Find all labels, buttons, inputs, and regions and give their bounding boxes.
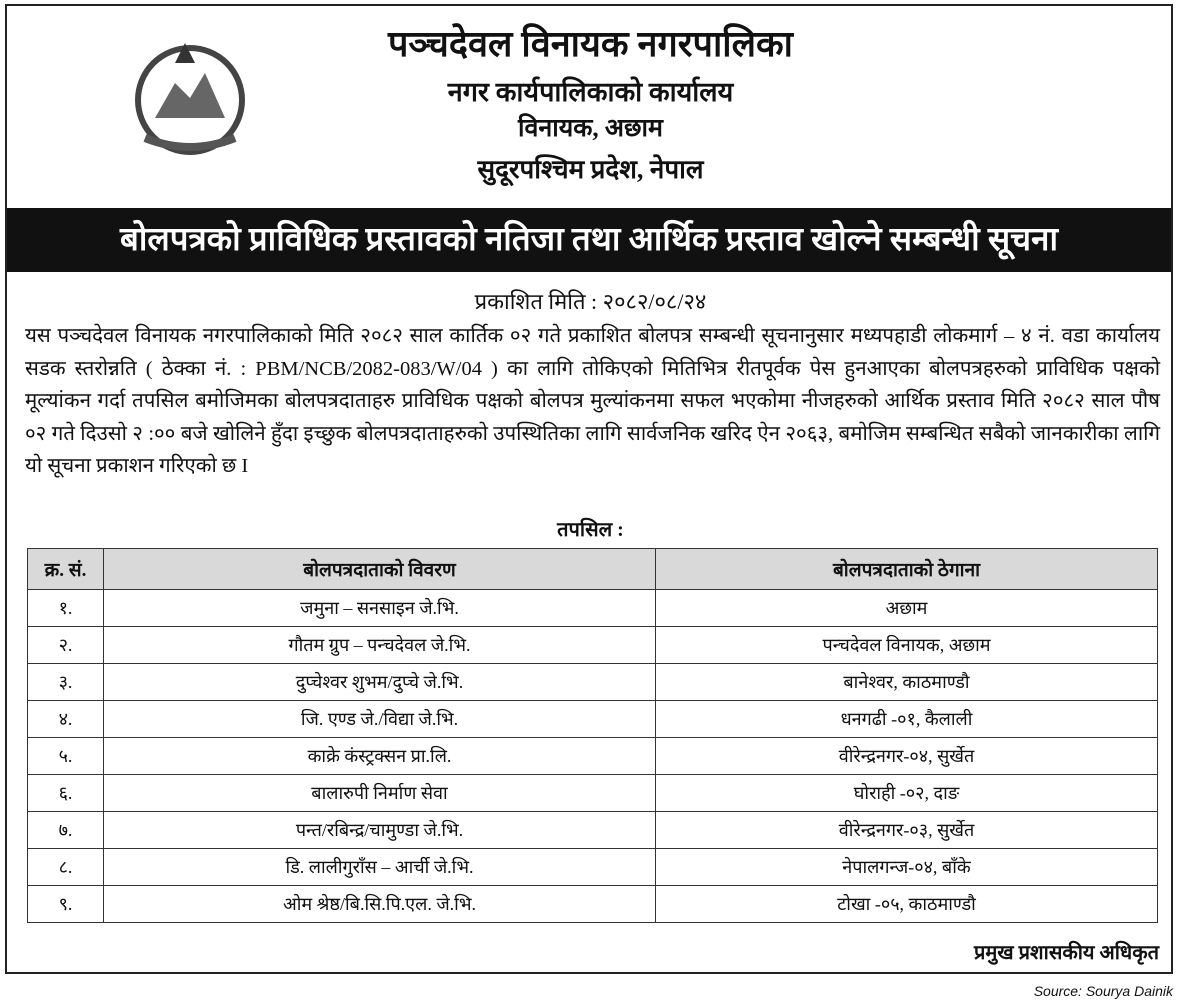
- cell-address: वीरेन्द्रनगर-०३, सुर्खेत: [656, 812, 1158, 849]
- col-header-address: बोलपत्रदाताको ठेगाना: [656, 549, 1158, 590]
- table-row: [28, 590, 1158, 627]
- location: विनायक, अछाम: [518, 115, 663, 142]
- cell-sn: ६.: [28, 775, 104, 812]
- cell-bidder: पन्त/रबिन्द्र/चामुण्डा जे.भि.: [104, 812, 656, 849]
- cell-address: वीरेन्द्रनगर-०४, सुर्खेत: [656, 738, 1158, 775]
- table-row: [28, 738, 1158, 775]
- col-header-sn: क्र. सं.: [28, 549, 104, 590]
- bidders-table: [27, 548, 1158, 923]
- cell-address: धनगढी -०१, कैलाली: [656, 701, 1158, 738]
- cell-bidder: ओम श्रेष्ठ/बि.सि.पि.एल. जे.भि.: [104, 886, 656, 923]
- cell-bidder: गौतम ग्रुप – पन्चदेवल जे.भि.: [104, 627, 656, 664]
- cell-address: पन्चदेवल विनायक, अछाम: [656, 627, 1158, 664]
- cell-bidder: दुप्चेश्वर शुभम/दुप्चे जे.भि.: [104, 664, 656, 701]
- cell-sn: ७.: [28, 812, 104, 849]
- notice-body: यस पञ्चदेवल विनायक नगरपालिकाको मिति २०८२ साल कार्तिक ०२ गते प्रकाशित बोलपत्र सम्बन्धी सूचनानुसार मध्यपहाडी लोकमार्ग – ४ नं. वडा कार्यालय सडक स्तरोन्नति ( ठेक्का नं. : PBM/NCB/2082-083/W/04 ) का लागि तोकिएको मितिभित्र रीतपूर्वक पेस हुनआएका बोलपत्रहरुको प्राविधिक पक्षको मूल्यांकन गर्दा तपसिल बमोजिमका बोलपत्रदाताहरु प्राविधिक पक्षको बोलपत्र मुल्यांकनमा सफल भएकोमा नीजहरुको आर्थिक प्रस्ताव मिति २०८२ साल पौष ०२ गते दिउसो २ :०० बजे खोलिने हुँदा इच्छुक बोलपत्रदाताहरुको उपस्थितिका लागि सार्वजनिक खरिद ऐन २०६३, बमोजिम सम्बन्धित सबैको जानकारीका लागि यो सूचना प्रकाशन गरिएको छ I: [25, 325, 1160, 477]
- cell-sn: २.: [28, 627, 104, 664]
- cell-sn: ५.: [28, 738, 104, 775]
- notice-title: बोलपत्रको प्राविधिक प्रस्तावको नतिजा तथा आर्थिक प्रस्ताव खोल्ने सम्बन्धी सूचना: [7, 208, 1171, 272]
- cell-sn: ८.: [28, 849, 104, 886]
- office-name: नगर कार्यपालिकाको कार्यालय: [447, 77, 734, 107]
- table-row: [28, 664, 1158, 701]
- cell-bidder: बालारुपी निर्माण सेवा: [104, 775, 656, 812]
- cell-sn: ९.: [28, 886, 104, 923]
- table-row: [28, 701, 1158, 738]
- signatory: प्रमुख प्रशासकीय अधिकृत: [973, 942, 1159, 964]
- source-credit: Source: Sourya Dainik: [1033, 983, 1173, 999]
- cell-address: बानेश्वर, काठमाण्डौ: [656, 664, 1158, 701]
- cell-address: अछाम: [656, 590, 1158, 627]
- cell-address: टोखा -०५, काठमाण्डौ: [656, 886, 1158, 923]
- cell-address: घोराही -०२, दाङ: [656, 775, 1158, 812]
- municipality-name: पञ्चदेवल विनायक नगरपालिका: [387, 24, 793, 64]
- cell-bidder: काक्रे कंस्ट्रक्सन प्रा.लि.: [104, 738, 656, 775]
- table-row: [28, 849, 1158, 886]
- province: सुदूरपश्चिम प्रदेश, नेपाल: [477, 155, 704, 184]
- table-row: [28, 886, 1158, 923]
- published-date: प्रकाशित मिति : २०८२/०८/२४: [474, 289, 707, 314]
- cell-bidder: जि. एण्ड जे./विद्या जे.भि.: [104, 701, 656, 738]
- cell-bidder: जमुना – सनसाइन जे.भि.: [104, 590, 656, 627]
- table-row: [28, 812, 1158, 849]
- schedule-label: तपसिल :: [557, 519, 624, 541]
- cell-sn: ४.: [28, 701, 104, 738]
- cell-sn: ३.: [28, 664, 104, 701]
- cell-address: नेपालगन्ज-०४, बाँके: [656, 849, 1158, 886]
- table-row: [28, 775, 1158, 812]
- col-header-bidder: बोलपत्रदाताको विवरण: [104, 549, 656, 590]
- table-row: [28, 627, 1158, 664]
- cell-sn: १.: [28, 590, 104, 627]
- cell-bidder: डि. लालीगुराँस – आर्ची जे.भि.: [104, 849, 656, 886]
